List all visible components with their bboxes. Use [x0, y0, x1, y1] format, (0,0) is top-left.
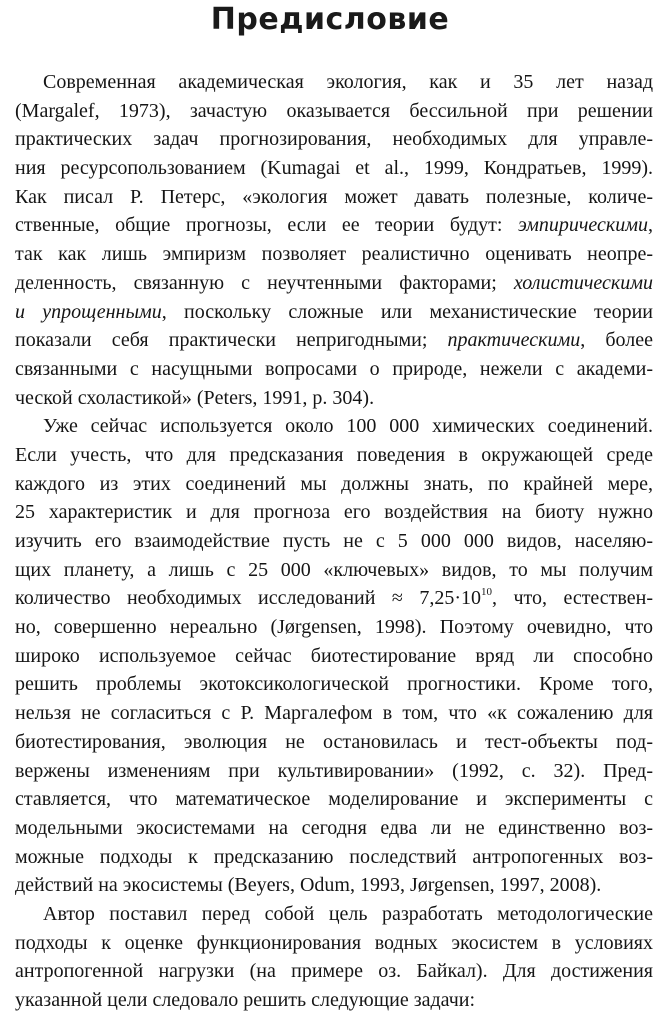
italic-term: эмпирическими	[518, 214, 648, 237]
text-line: щих планету, а лишь с 25 000 «ключевых» видов, то мы получим	[15, 558, 653, 581]
body-text	[15, 68, 653, 1015]
text-line: показали себя практически непригодными; практическими, более	[15, 329, 653, 352]
text-line: Современная академическая экология, как и 35 лет назад	[43, 71, 653, 93]
text-line: так как лишь эмпиризм позволяет реалистично оценивать неопре-	[15, 243, 653, 266]
text-line: Автор поставил перед собой цель разработать методологические	[43, 902, 653, 925]
text-line: ческой схоластикой» (Peters, 1991, p. 304).	[15, 386, 375, 409]
text-line: связанными с насущными вопросами о природе, нежели с академи-	[15, 357, 653, 380]
text-line: деленность, связанную с неучтенными факторами; холистическими	[15, 271, 653, 294]
text-line: каждого из этих соединений мы должны знать, по крайней мере,	[15, 472, 653, 495]
text-line: указанной цели следовало решить следующие задачи:	[15, 989, 476, 1011]
text-line: широко используемое сейчас биотестирование вряд ли способно	[15, 644, 653, 667]
text-line: вержены изменениям при культивировании» (1992, с. 32). Пред-	[15, 759, 653, 782]
text-line: ственные, общие прогнозы, если ее теории будут: эмпирическими,	[15, 214, 653, 237]
text-line: 25 характеристик и для прогноза его воздействия на биоту нужно	[15, 501, 653, 524]
text-line: нельзя не согласиться с Р. Маргалефом в том, что «к сожалению для	[15, 702, 653, 725]
text-line: ставляется, что математическое моделирование и эксперименты с	[15, 788, 653, 811]
italic-term: практическими	[447, 329, 581, 352]
text-line: антропогенной нагрузки (на примере оз. Байкал). Для достижения	[15, 960, 653, 983]
exponent: 10	[480, 586, 492, 599]
text-line: Как писал Р. Петерс, «экология может давать полезные, количе-	[15, 185, 653, 208]
text-line: Если учесть, что для предсказания поведения в окружающей среде	[15, 443, 653, 466]
text-line: решить проблемы экотоксикологической прогностики. Кроме того,	[15, 673, 653, 696]
text-line: количество необходимых исследований ≈ $7,25\cdot 10^{10}$, что, естествен-	[15, 586, 653, 610]
page-title: Предисловие	[210, 2, 450, 37]
text-line: можные подходы к предсказанию последствий антропогенных воз-	[15, 845, 653, 868]
text-line: (Margalef, 1973), зачастую оказывается бессильной при решении	[15, 99, 653, 122]
text-line: практических задач прогнозирования, необходимых для управле-	[15, 128, 653, 151]
italic-term: и упрощенными	[15, 300, 162, 323]
text-line: но, совершенно нереально (Jørgensen, 1998). Поэтому очевидно, что	[15, 616, 653, 639]
text-line: биотестирования, эволюция не остановилась и тест-объекты под-	[15, 730, 653, 753]
text-line: изучить его взаимодействие пусть не с 5 000 000 видов, населяю-	[15, 530, 653, 552]
text-line: модельными экосистемами на сегодня едва ли не единственно воз-	[15, 816, 653, 839]
text-line: действий на экосистемы (Beyers, Odum, 1993, Jørgensen, 1997, 2008).	[15, 874, 602, 897]
italic-term: холистическими	[513, 271, 653, 294]
text-line: подходы к оценке функционирования водных экосистем в условиях	[15, 931, 653, 954]
text-line: ния ресурсопользованием (Kumagai et al., 1999, Кондратьев, 1999).	[15, 157, 653, 180]
text-line: Уже сейчас используется около 100 000 химических соединений.	[43, 415, 653, 438]
text-line: и упрощенными, поскольку сложные или механистические теории	[15, 300, 653, 323]
